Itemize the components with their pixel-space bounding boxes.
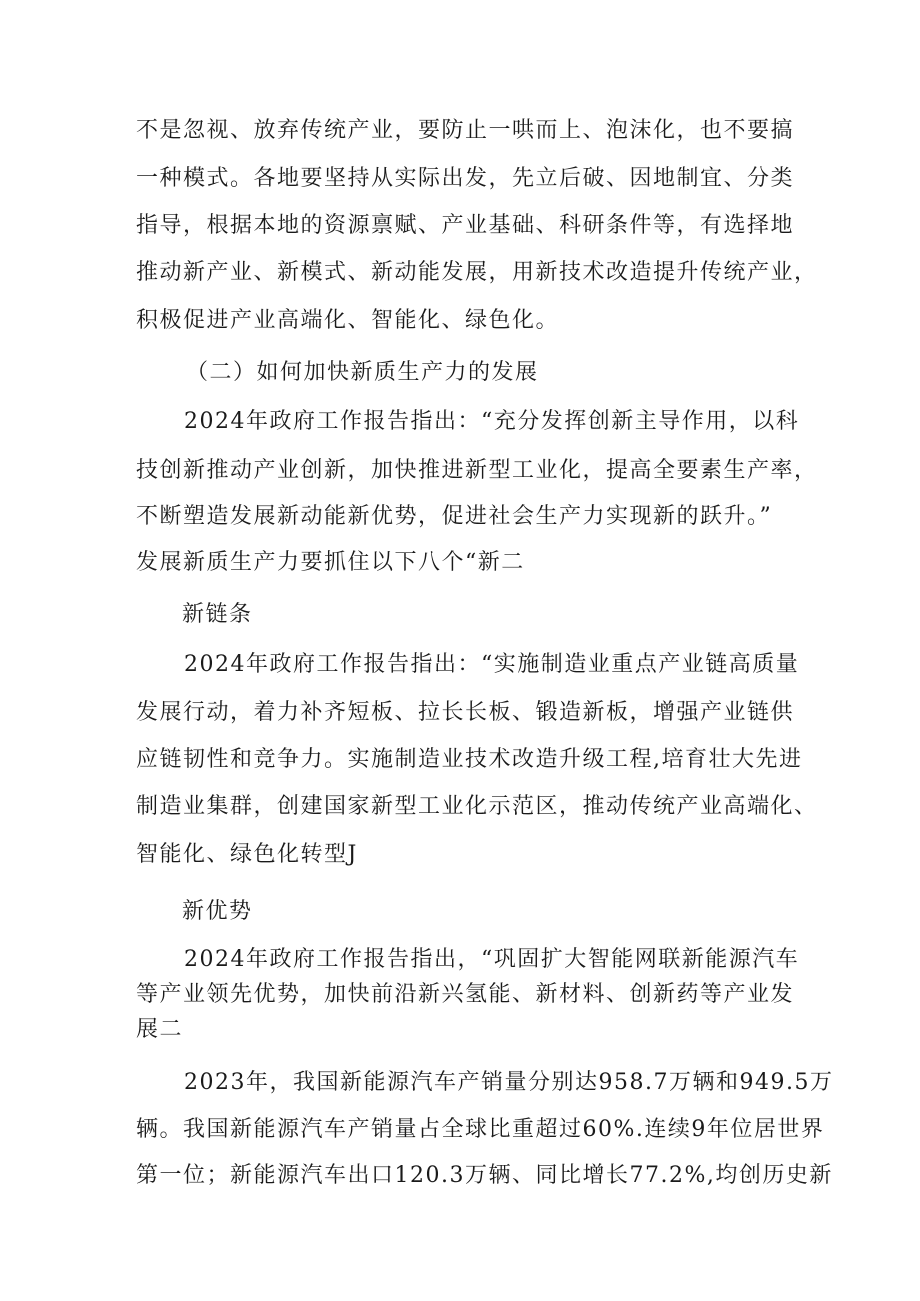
subheading-new-chain: 新链条	[182, 602, 253, 627]
paragraph-line: 等产业领先优势，加快前沿新兴氢能、新材料、创新药等产业发	[136, 982, 795, 1007]
paragraph-line: 不是忽视、放弃传统产业，要防止一哄而上、泡沫化，也不要搞	[136, 118, 795, 143]
paragraph-line: 推动新产业、新模式、新动能发展，用新技术改造提升传统产业，	[136, 260, 818, 285]
paragraph-line: 指导，根据本地的资源禀赋、产业基础、科研条件等，有选择地	[136, 213, 795, 238]
paragraph-line: 辆。我国新能源汽车产销量占全球比重超过60%.连续9年位居世界	[136, 1117, 825, 1142]
paragraph-line: 制造业集群，创建国家新型工业化示范区，推动传统产业高端化、	[136, 794, 818, 819]
paragraph-line: 展二	[136, 1017, 184, 1042]
paragraph-line: 应链韧性和竞争力。实施制造业技术改造升级工程,培育壮大先进	[136, 747, 803, 772]
paragraph-line: 2024年政府工作报告指出：“实施制造业重点产业链高质量	[184, 652, 800, 677]
paragraph-line: 技创新推动产业创新，加快推进新型工业化，提高全要素生产率，	[136, 458, 818, 483]
paragraph-line: 2024年政府工作报告指出：“充分发挥创新主导作用，以科	[184, 409, 800, 434]
paragraph-line: 一种模式。各地要坚持从实际出发，先立后破、因地制宜、分类	[136, 166, 795, 191]
paragraph-line: 发展新质生产力要抓住以下八个“新二	[136, 550, 525, 575]
paragraph-line: 发展行动，着力补齐短板、拉长长板、锻造新板，增强产业链供	[136, 700, 795, 725]
section-heading: （二）如何加快新质生产力的发展	[186, 360, 539, 385]
paragraph-line: 2023年，我国新能源汽车产销量分别达958.7万辆和949.5万	[184, 1070, 834, 1095]
paragraph-line: 智能化、绿色化转型J	[136, 842, 358, 867]
paragraph-line: 2024年政府工作报告指出，“巩固扩大智能网联新能源汽车	[184, 947, 800, 972]
paragraph-line: 不断塑造发展新动能新优势，促进社会生产力实现新的跃升。”	[136, 504, 773, 529]
subheading-new-advantage: 新优势	[182, 899, 253, 924]
paragraph-line: 第一位；新能源汽车出口120.3万辆、同比增长77.2%,均创历史新	[136, 1163, 833, 1188]
paragraph-line: 积极促进产业高端化、智能化、绿色化。	[136, 308, 560, 333]
